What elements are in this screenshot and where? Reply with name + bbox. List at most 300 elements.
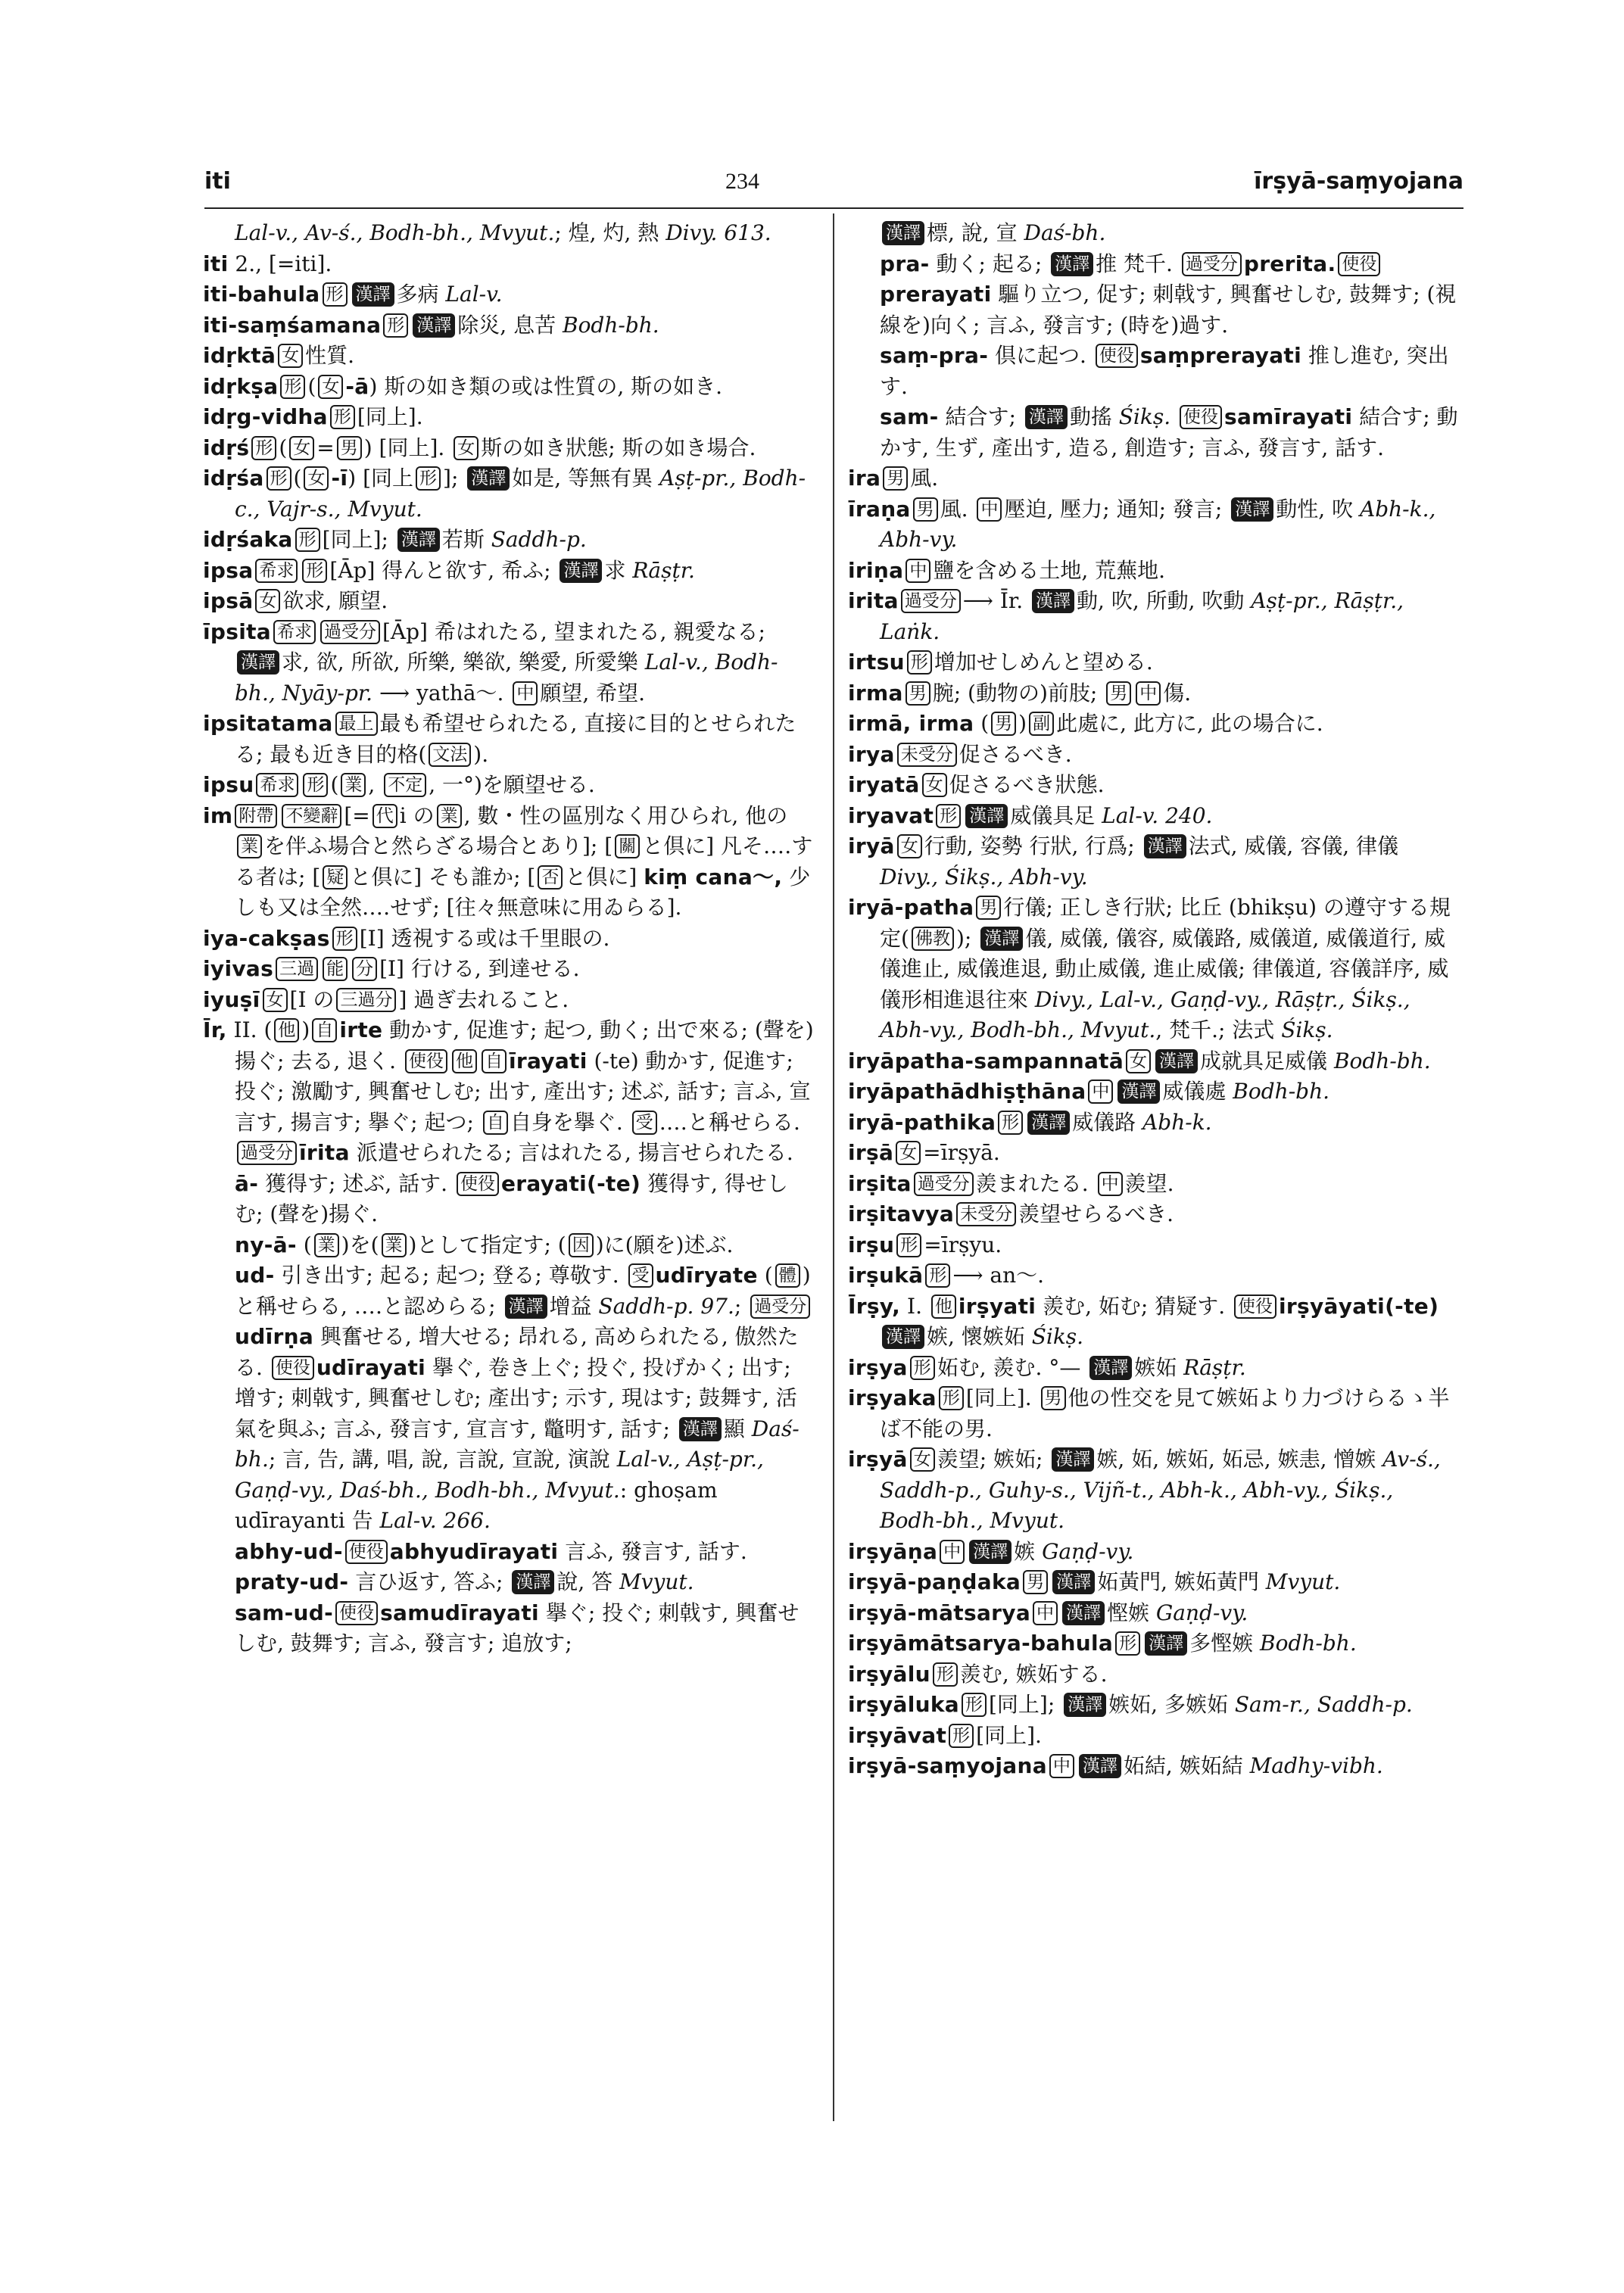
definition-text: 獲得す, 得せしむ; (聲を)揚ぐ. [235,1170,788,1226]
page-header [204,168,1463,206]
dictionary-entry [848,1598,1460,1629]
definition-text: 倶に起つ. [988,343,1093,368]
definition-text: 推 梵千. [1096,251,1180,276]
definition-text [1170,404,1177,429]
definition-text: 羨望せらるべき. [1018,1201,1174,1226]
headword: idṛkṣa [203,373,279,399]
grammar-tag: 過受分 [914,1172,974,1196]
grammar-tag: 文法 [429,743,471,767]
grammar-tag: 男 [337,436,362,460]
dictionary-entry [203,954,815,985]
grammar-tag: 自 [482,1049,507,1073]
definition-text: = [316,435,335,460]
dictionary-entry [848,709,1460,740]
grammar-tag: 使役 [1338,252,1380,276]
dictionary-entry [848,740,1460,771]
definition-text: )と稱せらる, ‥‥と認めらる; [235,1263,811,1319]
source-reference: Gaṇḍ-vy. [1155,1600,1248,1625]
definition-text: [同上]; [322,527,395,552]
source-reference: Divy., Śikṣ., Abh-vy. [880,864,1088,889]
definition-text: ; [734,1293,749,1319]
dictionary-entry [848,1108,1460,1139]
headword: pra- [880,251,930,276]
grammar-tag: 形 [295,528,320,552]
definition-text: 動, 吹, 所動, 吹動 [1077,588,1252,613]
definition-text: ⟶ Īr. [962,588,1030,613]
headword: irṣya [848,1354,908,1380]
grammar-tag: 形 [936,804,961,828]
source-reference: Lal-v., Aṣṭ-pr., Gaṇḍ-vy., Daś-bh., Bodh-bh., Mvyut. [235,1447,764,1503]
headword: iya-cakṣas [203,925,330,951]
grammar-tag: 形 [1115,1631,1140,1656]
dictionary-entry [848,1199,1460,1230]
headword: ipsu [203,772,254,797]
grammar-tag: 不定 [384,773,426,797]
grammar-tag: 副 [1029,712,1054,736]
definition-text: と倶に] [565,864,644,889]
definition-text: ( [330,772,339,797]
grammar-tag: 關 [615,834,640,858]
dictionary-entry [848,494,1460,556]
headword: saṃ-pra- [880,343,989,368]
definition-text: ) [同上 [348,466,414,491]
definition-text: ). [473,741,489,767]
grammar-tag: 男 [913,497,938,522]
grammar-tag: 女 [454,436,478,460]
headword: ipsa [203,557,254,583]
definition-text: )を( [341,1232,379,1257]
dictionary-entry [203,279,815,310]
definition-text: 多慳嫉 [1189,1631,1261,1656]
definition-text: 成就具足威儀 [1200,1048,1334,1073]
continued-entry [848,218,1460,249]
dictionary-entry [848,770,1460,801]
definition-text: 儀, 威儀, 儀容, 威儀路, 威儀道, 威儀道行, 威儀進止, 威儀進退, 動止威儀, 進止威儀; 律儀道, 容儀詳序, 威儀形相進退往來 [880,925,1449,1012]
right-guide-word: īrṣyā-saṃyojana [1254,168,1463,195]
dictionary-entry [203,924,815,955]
definition-text: 增加せしめんと望める. [934,650,1153,675]
definition-text: 嫉 [1014,1538,1043,1564]
dictionary-entry [203,709,815,770]
source-reference: Mvyut. [619,1569,694,1594]
headword: ny-ā- [235,1232,297,1257]
definition-text: 嫉, 妬, 嫉妬, 妬忌, 嫉恚, 憎嫉 [1096,1447,1383,1472]
source-reference: Lal-v., Bodh-bh., Nyāy-pr. [235,650,778,706]
headword: irṣyā-saṃyojana [848,1753,1047,1778]
grammar-tag: 受 [632,1111,657,1135]
headword: irṣyā-mātsarya [848,1600,1031,1625]
definition-text: [Āp] 得んと欲す, 希ふ; [329,557,558,583]
translation-tag: 漢譯 [413,313,455,338]
translation-tag: 漢譯 [505,1294,547,1319]
headword: ipsitatama [203,711,333,736]
grammar-tag: 使役 [272,1356,314,1380]
source-reference: Daś-bh. [1024,220,1106,245]
grammar-tag: 女 [255,589,280,613]
sub-entry [848,402,1460,463]
definition-text: 言ふ, 發言す, 話す. [558,1538,747,1564]
headword: idṛśa [203,466,264,491]
grammar-tag: 中 [906,559,930,583]
dictionary-entry [848,1291,1460,1353]
dictionary-entry [848,1169,1460,1200]
source-reference: Gaṇḍ-vy. [1042,1538,1134,1564]
grammar-tag: 業 [437,804,462,828]
grammar-tag: 體 [775,1263,800,1288]
definition-text: 動かす, 促進す; 起つ, 動く; 出で來る; (聲を)揚ぐ; 去る, 退く. [235,1017,814,1073]
translation-tag: 漢譯 [1062,1601,1105,1625]
definition-text: 驅り立つ, 促す; 刺戟す, 興奮せしむ, 鼓舞す; (視線を)向く; 言ふ, 發言す; (時を)過す. [880,282,1457,338]
dictionary-entry [203,372,815,403]
dictionary-entry [848,1690,1460,1721]
definition-text: [= [344,802,370,828]
source-reference: Śikṣ. [1281,1017,1333,1042]
headword: erayati(-te) [500,1170,641,1196]
definition-text: , 梵千.; 法式 [1155,1017,1282,1042]
grammar-tag: 不變辭 [282,804,341,828]
grammar-tag: 形 [933,1662,958,1687]
grammar-tag: 過受分 [237,1141,297,1165]
source-reference: Abh-k. [1142,1109,1212,1135]
translation-tag: 漢譯 [1089,1356,1132,1380]
definition-text: 求 [604,557,633,583]
sub-entry [203,1537,815,1568]
definition-text: 腕; (動物の)前肢; [932,680,1105,706]
headword: irṣyā-paṇḍaka [848,1569,1021,1594]
dictionary-entry [848,1567,1460,1598]
grammar-tag: 女 [278,344,303,368]
definition-text: 2., [=iti]. [228,251,332,276]
headword: irtsu [848,650,905,675]
definition-text: , 數・性の區別なく用ひられ, 他の [463,802,788,828]
definition-text: ⟶ an〜. [952,1263,1044,1288]
translation-tag: 漢譯 [237,650,279,675]
grammar-tag: 中 [1049,1754,1074,1778]
headword: irma [848,680,903,706]
dictionary-entry [203,586,815,617]
definition-text: ; 煌, 灼, 熱 [554,220,666,245]
grammar-tag: 未受分 [956,1202,1016,1226]
dictionary-entry [848,1537,1460,1568]
headword: irṣu [848,1232,895,1257]
sub-entry [203,1169,815,1230]
grammar-tag: 男 [976,896,1001,920]
left-guide-word: iti [204,168,231,195]
dictionary-entry [848,1721,1460,1752]
source-reference: Rāṣṭr. [1183,1354,1246,1380]
translation-tag: 漢譯 [1117,1080,1160,1104]
source-reference: Divy., Lal-v., Gaṇḍ-vy., Rāṣṭr., Śikṣ., Abh-vy., Bodh-bh., Mvyut. [880,986,1410,1042]
definition-text: ) [301,1017,310,1042]
translation-tag: 漢譯 [1052,1570,1095,1594]
grammar-tag: 女 [318,375,343,399]
dictionary-entry [848,586,1460,647]
translation-tag: 漢譯 [1051,252,1093,276]
definition-text: [I] 行ける, 到達せる. [379,956,580,981]
grammar-tag: 男 [1041,1386,1066,1410]
left-column [203,218,815,1659]
definition-text: 風. [940,496,975,522]
headword: irṣyā [848,1447,908,1472]
headword: kiṃ cana〜, [644,864,783,889]
dictionary-entry [848,831,1460,893]
grammar-tag: 過受分 [901,589,961,613]
definition-text: 推し進む, 突出す. [880,343,1449,399]
definition-text: i の [399,802,435,828]
headword: irṣyāṇa [848,1538,938,1564]
source-reference: Divy. 613. [665,220,771,245]
grammar-tag: 佛教 [912,927,954,951]
definition-text: 少しも又は全然‥‥せず; [往々無意味に用ゐらる]. [235,864,811,920]
dictionary-entry [848,463,1460,494]
headword: iryatā [848,772,920,797]
source-reference: Lal-v. [445,282,503,307]
headword: irte [339,1017,383,1042]
grammar-tag: 未受分 [897,743,957,767]
right-column [848,218,1460,1782]
definition-text: 嫉, 懷嫉妬 [927,1324,1032,1349]
translation-tag: 漢譯 [352,282,394,307]
definition-text: , 一°)を願望せる. [429,772,595,797]
definition-text: と倶に] 凡そ‥‥する者は; [ [235,833,813,889]
definition-text: 行動, 姿勢 行狀, 行爲; [924,833,1142,858]
dictionary-entry [848,1260,1460,1291]
definition-text: I. [900,1293,929,1319]
headword: abhy-ud- [235,1538,343,1564]
dictionary-entry [848,647,1460,678]
grammar-tag: 希求 [273,620,316,644]
grammar-tag: 形 [962,1693,987,1717]
definition-text: 標, 說, 宣 [927,220,1024,245]
grammar-tag: 中 [1098,1172,1123,1196]
source-reference: Bodh-bh. [563,312,659,338]
headword: prerita. [1243,251,1336,276]
definition-text: [同上]; [988,1692,1062,1717]
headword: abhyudīrayati [389,1538,559,1564]
headword: irita [848,588,899,613]
definition-text: ); [955,925,979,951]
headword: irya [848,741,895,767]
translation-tag: 漢譯 [1155,1049,1198,1073]
grammar-tag: 疑 [323,865,348,889]
translation-tag: 漢譯 [679,1417,722,1441]
definition-text: [Āp] 希はれたる, 望まれたる, 親愛なる; [382,618,765,644]
column-divider [833,213,834,2121]
definition-text: 顯 [723,1416,752,1441]
grammar-tag: 形 [910,1356,935,1380]
grammar-tag: 分 [352,957,377,981]
definition-text: 斯の如き狀態; 斯の如き場合. [481,435,756,460]
definition-text: II. ( [226,1017,273,1042]
source-reference: Sam-r., Saddh-p. [1234,1692,1413,1717]
grammar-tag: 形 [267,466,291,491]
source-reference: Mvyut. [1265,1569,1341,1594]
headword: saṃprerayati [1139,343,1301,368]
grammar-tag: 代 [372,804,397,828]
definition-text: ( [279,435,288,460]
header-rule [204,207,1463,209]
grammar-tag: 形 [896,1233,921,1257]
definition-text: =īrṣyu. [924,1232,1002,1257]
headword: irṣyāyati(-te) [1279,1293,1439,1319]
headword: iyivas [203,956,274,981]
dictionary-entry [203,310,815,341]
dictionary-entry [848,893,1460,1046]
grammar-tag: 使役 [1180,405,1222,429]
translation-tag: 漢譯 [1052,1447,1094,1472]
source-reference: Lal-v. 266. [379,1508,491,1533]
source-reference: Bodh-bh. [1233,1079,1330,1104]
definition-text: 羨望. [1124,1170,1174,1196]
definition-text: 促さるべき狀態. [949,772,1105,797]
headword: udīryate [655,1263,758,1288]
grammar-tag: 形 [416,466,441,491]
headword: -ā [345,373,369,399]
headword: sam- [880,404,939,429]
headword: -ī [331,466,348,491]
headword: īpsita [203,618,271,644]
headword: irṣyaka [848,1385,937,1410]
source-reference: Aṣṭ-pr., Rāṣṭr., Laṅk. [880,588,1404,644]
continued-entry [203,218,815,249]
definition-text: 性質. [305,343,355,368]
definition-text: 動性, 吹 [1276,496,1360,522]
dictionary-entry [203,801,815,924]
definition-text: 慳嫉 [1107,1600,1156,1625]
translation-tag: 漢譯 [512,1570,554,1594]
dictionary-entry [203,463,815,525]
translation-tag: 漢譯 [1079,1754,1121,1778]
definition-text: ‥‥と稱せらる. [659,1109,800,1135]
grammar-tag: 形 [330,405,355,429]
grammar-tag: 形 [949,1724,974,1748]
definition-text: 多病 [396,282,446,307]
dictionary-entry [848,1046,1460,1077]
definition-text: 妬黃門, 嫉妬黃門 [1097,1569,1266,1594]
dictionary-entry [203,433,815,464]
headword: Īr, [203,1017,227,1042]
grammar-tag: 形 [925,1263,950,1288]
headword: irṣitavya [848,1201,955,1226]
grammar-tag: 中 [977,497,1002,522]
source-reference: Bodh-bh. [1260,1631,1357,1656]
grammar-tag: 形 [251,436,276,460]
headword: iti-bahula [203,282,320,307]
definition-text: 派遣せられたる; 言はれたる, 揚言せられたる. [349,1140,793,1165]
headword: iriṇa [848,557,904,583]
headword: idṛg-vidha [203,404,328,429]
headword: iryāpatha-sampannatā [848,1048,1124,1073]
headword: irṣyālu [848,1661,930,1687]
translation-tag: 漢譯 [1027,1111,1070,1135]
grammar-tag: 男 [1106,681,1131,706]
definition-text: ) [同上]. [363,435,452,460]
definition-text: ( [757,1263,773,1288]
sub-entry [203,1260,815,1537]
translation-tag: 漢譯 [467,466,510,491]
grammar-tag: 男 [883,466,908,491]
headword: idṛśaka [203,527,293,552]
headword: irṣukā [848,1263,924,1288]
definition-text: 欲求, 願望. [282,588,388,613]
headword: iryā-pathika [848,1109,996,1135]
grammar-tag: 業 [341,773,366,797]
definition-text: 妬む, 羨む. °— [937,1354,1088,1380]
grammar-tag: 女 [304,466,329,491]
source-reference: Aṣṭ-pr., Bodh-c., Vajr-s., Mvyut. [235,466,806,522]
dictionary-entry [848,1353,1460,1384]
headword: prerayati [880,282,992,307]
definition-text: 言ひ返す, 答ふ; [348,1569,510,1594]
definition-text: 結合す; 動かす, 生ず, 產出す, 造る, 創造す; 言ふ, 發言す, 話す. [880,404,1458,460]
dictionary-entry [848,1659,1460,1690]
source-reference: Saddh-p. 97. [598,1293,734,1319]
headword: iryā [848,833,895,858]
grammar-tag: 附帶 [235,804,277,828]
grammar-tag: 受 [628,1263,653,1288]
definition-text: 擧ぐ; 投ぐ; 刺戟す, 興奮せしむ, 鼓舞す; 言ふ, 發言す; 追放す; [235,1600,800,1656]
headword: iryā-patha [848,895,974,920]
definition-text: 法式, 威儀, 容儀, 律儀 [1188,833,1399,858]
definition-text: 動搖 [1069,404,1119,429]
grammar-tag: 希求 [256,773,298,797]
definition-text: ) 斯の如き類の或は性質の, 斯の如き. [369,373,723,399]
dictionary-entry [203,341,815,372]
definition-text: , [368,772,382,797]
source-reference: Saddh-p. [491,527,587,552]
headword: Īrṣy, [848,1293,901,1319]
headword: irṣyāmātsarya-bahula [848,1631,1114,1656]
definition-text: : ghoṣam udīrayanti 告 [235,1477,718,1533]
grammar-tag: 男 [1023,1570,1048,1594]
translation-tag: 漢譯 [1144,834,1186,858]
grammar-tag: 女 [896,1141,921,1165]
definition-text: 最も希望せられたる, 直接に目的とせられたる; 最も近き目的格( [235,711,796,767]
definition-text: ( [307,373,316,399]
dictionary-entry [203,525,815,556]
dictionary-entry [848,1230,1460,1261]
grammar-tag: 他 [274,1018,299,1042]
grammar-tag: 中 [513,681,538,706]
grammar-tag: 中 [1136,681,1161,706]
grammar-tag: 使役 [335,1601,378,1625]
definition-text: 促さるべき. [959,741,1072,767]
grammar-tag: 使役 [405,1049,447,1073]
grammar-tag: 過受分 [1182,252,1242,276]
grammar-tag: 女 [897,834,922,858]
dictionary-entry [848,678,1460,709]
grammar-tag: 能 [323,957,348,981]
definition-text: ]; [443,466,466,491]
grammar-tag: 自 [312,1018,337,1042]
grammar-tag: 業 [237,834,262,858]
source-reference: Śikṣ. [1031,1324,1084,1349]
headword: iryāpathādhiṣṭhāna [848,1079,1086,1104]
source-reference: Rāṣṭr. [632,557,695,583]
sub-entry [203,1567,815,1598]
headword: ipsā [203,588,254,613]
grammar-tag: 三過 [276,957,318,981]
dictionary-entry [203,770,815,801]
definition-text: [同上]. [357,404,423,429]
definition-text: ) [1018,711,1027,736]
sub-entry [203,1230,815,1261]
page-number: 234 [725,169,760,194]
grammar-tag: 形 [323,282,348,307]
headword: iti [203,251,229,276]
translation-tag: 漢譯 [1231,497,1273,522]
grammar-tag: 使役 [1096,344,1138,368]
